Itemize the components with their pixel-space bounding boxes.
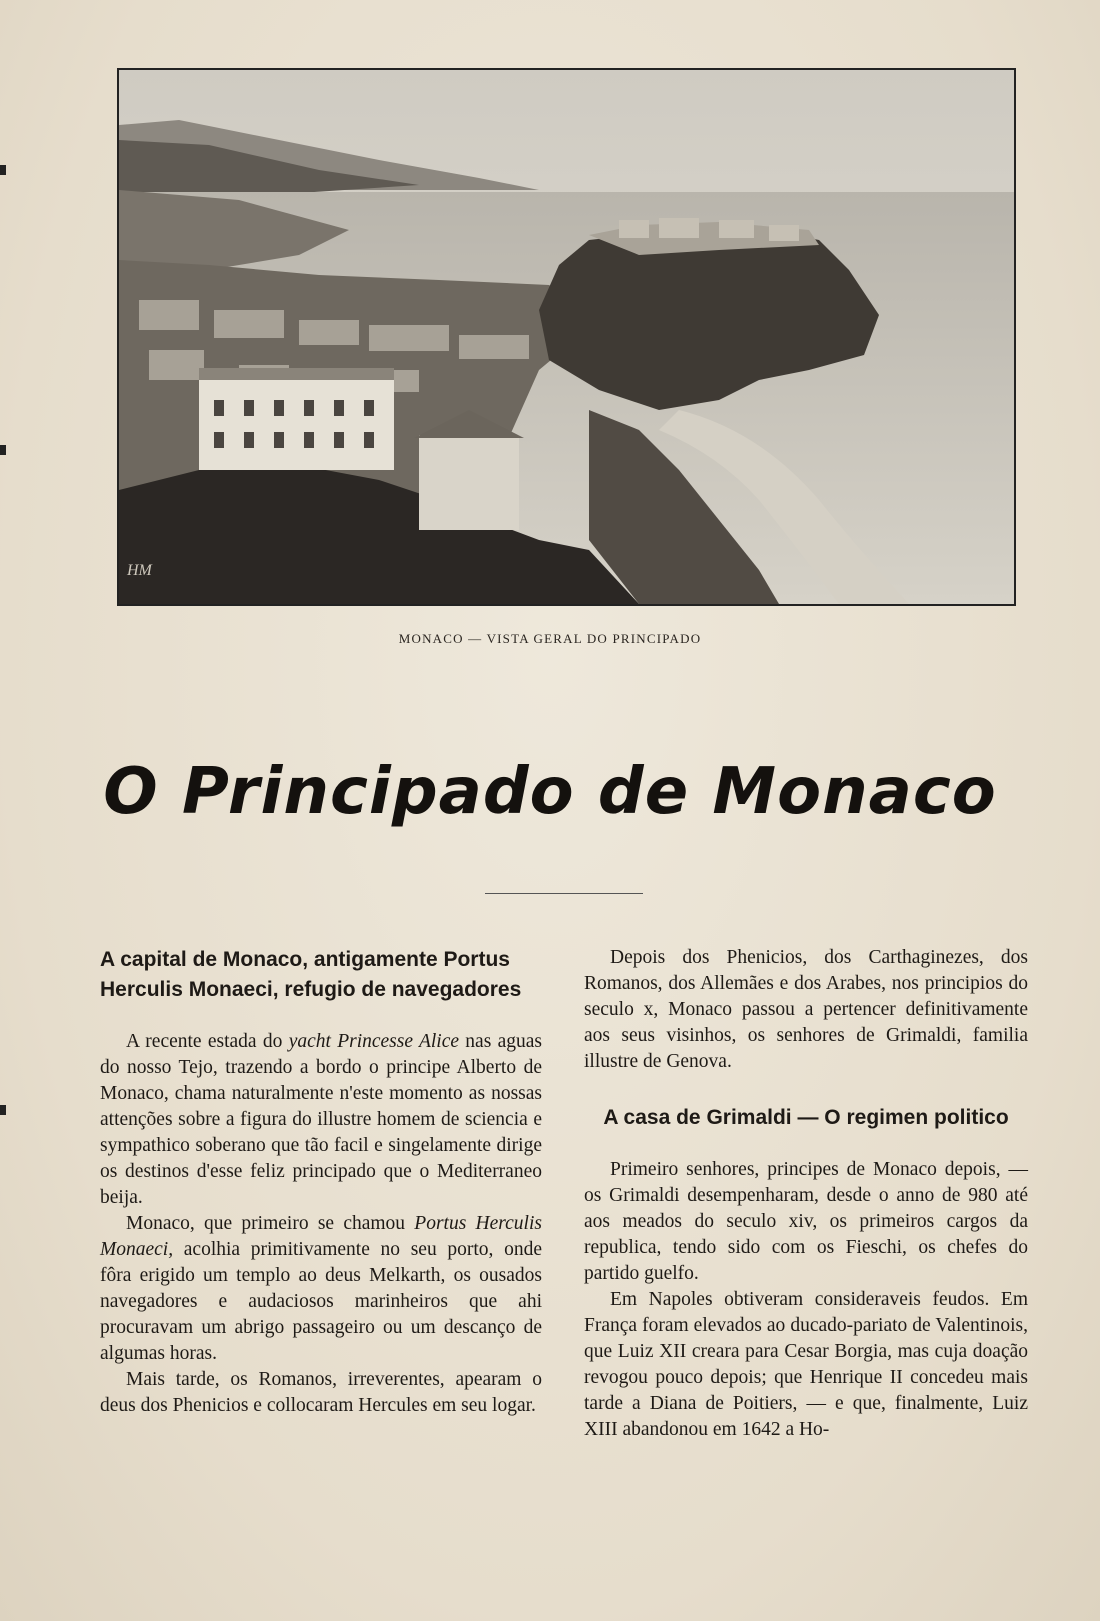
binding-mark — [0, 1105, 6, 1115]
left-column — [100, 945, 542, 1419]
paragraph: A recente estada do yacht Princesse Alice nas aguas do nosso Tejo, trazendo a bordo o principe Alberto de Monaco, chama naturalmente n'este momento as nossas attenções sobre a figura do illustre homem de sciencia e sympathico soberano que tão facil e singelamente dirige os destinos d'esse feliz principado que o Mediterraneo beija. — [100, 1031, 542, 1208]
section-heading: A casa de Grimaldi — O regimen politico — [603, 1106, 1009, 1129]
article-title: O Principado de Monaco — [103, 755, 997, 829]
binding-mark — [0, 445, 6, 455]
paragraph: Em Napoles obtiveram consideraveis feudos. Em França foram elevados ao ducado-pariato de Valentinois, que Luiz XII creara para Cesar Borgia, mas cuja doação revogou pouco depois; que Henrique II concedeu mais tarde a Diana de Poitiers, — e que, finalmente, Luiz XIII abandonou em 1642 a Ho- — [584, 1289, 1028, 1440]
paragraph: Depois dos Phenicios, dos Carthaginezes, dos Romanos, dos Allemães e dos Arabes, nos principios do seculo x, Monaco passou a pertencer definitivamente aos seus visinhos, os senhores de Grimaldi, familia illustre de Genova. — [584, 947, 1028, 1072]
monaco-panorama-image — [119, 70, 1014, 604]
paragraph: Monaco, que primeiro se chamou Portus Herculis Monaeci, acolhia primitivamente no seu porto, onde fôra erigido um templo ao deus Melkarth, os ousados navegadores e audaciosos marinheiros que ahi procuravam um abrigo passageiro ou um descanço de algumas horas. — [100, 1213, 542, 1364]
photo-monogram: HM — [127, 562, 152, 579]
paragraph: Mais tarde, os Romanos, irreverentes, apearam o deus dos Phenicios e collocaram Hercules em seu logar. — [100, 1369, 542, 1416]
photo-caption: MONACO — VISTA GERAL DO PRINCIPADO — [398, 631, 702, 646]
binding-mark — [0, 165, 6, 175]
paragraph: Primeiro senhores, principes de Monaco depois, — os Grimaldi desempenharam, desde o anno de 980 até aos meados do seculo xiv, os primeiros cargos da republica, tendo sido com os Fieschi, os chefes do partido guelfo. — [584, 1159, 1028, 1284]
monaco-photograph — [117, 68, 1016, 606]
right-column — [584, 945, 1028, 1443]
title-divider — [485, 893, 643, 894]
section-heading: A capital de Monaco, antigamente Portus Herculis Monaeci, refugio de navegadores — [100, 948, 522, 1001]
